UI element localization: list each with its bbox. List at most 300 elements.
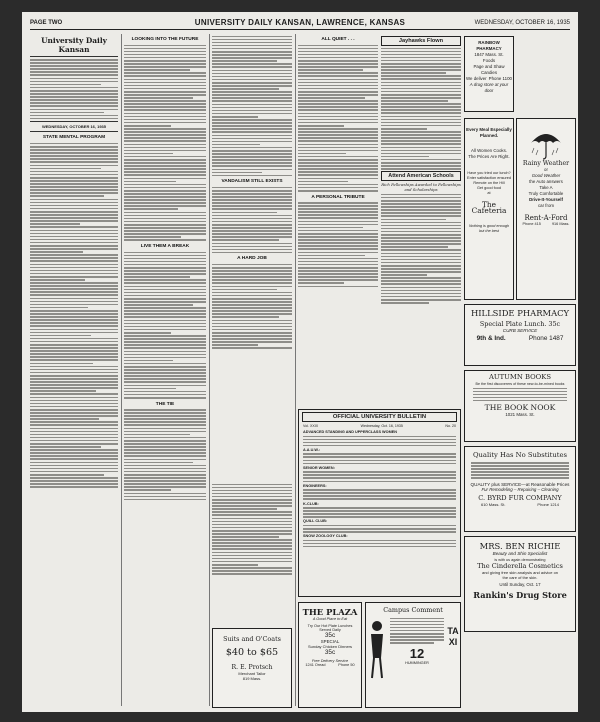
ad-line: Enter satisfaction ensured	[467, 175, 511, 180]
text-line	[212, 110, 292, 112]
text-line	[212, 267, 292, 269]
text-line	[298, 242, 378, 244]
text-line	[212, 567, 292, 569]
text-line	[30, 245, 118, 247]
text-line	[212, 63, 292, 65]
text-line	[212, 215, 292, 217]
text-line	[212, 564, 258, 566]
ad-line: QUALITY plus SERVICE—at Reasonable Prices	[470, 482, 570, 488]
text-line	[124, 94, 206, 96]
ad-rent-a-ford	[516, 118, 576, 300]
text-line	[212, 527, 292, 529]
text-line	[30, 183, 118, 185]
ad-line: 610 Mass. St.	[480, 502, 506, 508]
text-line	[30, 276, 118, 278]
ad-line: Nothing is good enough	[468, 224, 510, 229]
text-line	[381, 283, 461, 285]
text-line	[30, 335, 91, 337]
ad-line: Merchant Tailor	[238, 671, 266, 676]
ad-line: Beauty and Shin Specialist	[492, 551, 548, 556]
text-line	[30, 233, 118, 235]
text-line	[381, 66, 461, 68]
text-line	[124, 258, 206, 260]
text-line	[124, 332, 171, 334]
text-line	[30, 400, 118, 402]
text-line	[212, 169, 292, 171]
ad-line: Rent-A-Ford	[524, 214, 568, 222]
text-line	[124, 474, 206, 476]
article-body	[298, 45, 378, 192]
text-line	[212, 286, 292, 288]
text-line	[298, 258, 378, 260]
text-line	[124, 122, 206, 124]
text-line	[30, 387, 118, 389]
text-line	[124, 252, 206, 254]
text-line	[124, 116, 206, 118]
text-line	[124, 72, 206, 74]
text-line	[212, 230, 292, 232]
text-line	[212, 548, 292, 550]
text-line	[30, 381, 118, 383]
ad-line: All Women Cooks.	[470, 147, 508, 153]
text-line	[212, 279, 292, 281]
ad-line: Planned.	[479, 133, 499, 139]
ad-line: Quality Has No Substitutes	[472, 451, 568, 459]
text-line	[298, 119, 378, 121]
text-line	[212, 341, 292, 343]
ad-line: MRS. BEN RICHIE	[479, 541, 561, 551]
text-line	[30, 455, 118, 457]
text-line	[381, 150, 461, 152]
text-line	[30, 208, 118, 210]
text-line	[381, 153, 461, 155]
text-line	[381, 100, 448, 102]
text-line	[124, 273, 206, 275]
text-line	[30, 307, 88, 309]
text-line	[30, 301, 118, 303]
text-line	[30, 99, 118, 101]
text-line	[381, 246, 448, 248]
staff-box	[30, 59, 118, 119]
text-line	[124, 147, 206, 149]
text-line	[124, 79, 206, 81]
text-line	[124, 171, 206, 173]
headline-hard-job: A HARD JOB	[237, 256, 267, 262]
bulletin-text	[303, 489, 456, 500]
text-line	[381, 147, 461, 149]
text-line	[124, 307, 206, 309]
text-line	[30, 310, 118, 312]
text-line	[30, 149, 118, 151]
text-line	[124, 60, 206, 62]
text-line	[30, 486, 118, 488]
text-line	[124, 75, 206, 77]
text-line	[303, 531, 456, 533]
text-line	[124, 301, 206, 303]
ad-line: C. BYRD FUR COMPANY	[478, 494, 562, 503]
text-line	[30, 62, 118, 64]
text-line	[30, 161, 118, 163]
text-line	[212, 344, 258, 346]
text-line	[30, 180, 118, 182]
text-line	[381, 262, 461, 264]
text-line	[212, 73, 292, 75]
text-line	[124, 310, 206, 312]
editorial-title: University Daily Kansan	[41, 36, 107, 54]
text-line	[381, 253, 461, 255]
text-line	[298, 66, 378, 68]
text-line	[30, 369, 118, 371]
text-line	[298, 248, 378, 250]
text-line	[212, 249, 292, 251]
text-line	[381, 215, 461, 217]
ad-line: The Cafeteria	[471, 199, 507, 216]
text-line	[212, 79, 292, 81]
page-label: PAGE TWO	[30, 20, 63, 26]
ad-line: RAINBOW PHARMACY	[476, 40, 502, 51]
ad-line: Phone 1487	[528, 335, 564, 342]
text-line	[212, 487, 292, 489]
text-line	[124, 313, 206, 315]
text-line	[298, 100, 378, 102]
text-line	[124, 276, 190, 278]
text-line	[298, 134, 378, 136]
ad-body	[471, 462, 569, 479]
text-line	[390, 633, 444, 635]
text-line	[212, 202, 292, 204]
text-line	[303, 525, 456, 527]
text-line	[298, 236, 378, 238]
headline-tie: THE TIE	[155, 401, 175, 407]
text-line	[212, 196, 292, 198]
text-line	[124, 212, 206, 214]
text-line	[298, 245, 378, 247]
divider	[30, 56, 118, 57]
text-line	[30, 316, 118, 318]
text-line	[298, 116, 378, 118]
text-line	[298, 153, 346, 155]
text-line	[381, 143, 461, 145]
text-line	[30, 257, 118, 259]
article-body	[124, 252, 206, 399]
text-line	[303, 498, 456, 500]
text-line	[212, 187, 292, 189]
text-line	[124, 69, 190, 71]
text-line	[30, 248, 118, 250]
ad-line: HILLSIDE PHARMACY	[470, 308, 570, 318]
text-line	[298, 140, 378, 142]
text-line	[212, 518, 292, 520]
text-line	[212, 208, 292, 210]
text-line	[212, 545, 292, 547]
text-line	[471, 471, 569, 473]
text-line	[124, 88, 206, 90]
text-line	[124, 282, 206, 284]
text-line	[124, 106, 206, 108]
text-line	[381, 165, 461, 167]
text-line	[124, 424, 206, 426]
article-body	[212, 187, 292, 254]
text-line	[381, 60, 461, 62]
text-line	[124, 82, 206, 84]
text-line	[124, 233, 206, 235]
headline-vandalism: VANDALISM STILL EXISTS	[221, 179, 283, 185]
ad-line: car from	[537, 203, 555, 208]
text-line	[30, 372, 118, 374]
text-line	[381, 200, 461, 202]
text-line	[30, 298, 118, 300]
text-line	[298, 85, 378, 87]
text-line	[381, 159, 461, 161]
text-line	[30, 409, 118, 411]
text-line	[381, 72, 446, 74]
text-line	[303, 445, 456, 447]
text-line	[298, 184, 378, 186]
text-line	[124, 418, 206, 420]
ad-line: 916 Mass.	[551, 222, 570, 226]
text-line	[124, 193, 206, 195]
text-line	[473, 400, 567, 402]
text-line	[298, 214, 378, 216]
ad-line: Phone 1214	[537, 502, 559, 508]
text-line	[381, 162, 461, 164]
text-line	[30, 483, 118, 485]
ad-line: HUMMINGER	[405, 660, 429, 665]
text-line	[212, 233, 292, 235]
ad-line: Campus Comment	[383, 606, 443, 614]
text-line	[30, 171, 118, 173]
text-line	[303, 477, 456, 479]
text-line	[212, 104, 292, 106]
text-line	[381, 75, 461, 77]
text-line	[212, 193, 292, 195]
text-line	[390, 621, 444, 623]
text-line	[30, 350, 118, 352]
headline-future: LOOKING INTO THE FUTURE	[131, 37, 199, 42]
text-line	[298, 178, 378, 180]
text-line	[303, 510, 456, 512]
text-line	[124, 66, 206, 68]
text-line	[30, 329, 118, 331]
text-line	[298, 103, 378, 105]
text-line	[124, 292, 206, 294]
bulletin-text	[303, 453, 456, 464]
text-line	[124, 462, 193, 464]
text-line	[303, 507, 456, 509]
ad-line: Free Delivery Service	[311, 659, 349, 663]
text-line	[124, 326, 206, 328]
text-line	[212, 138, 292, 140]
text-line	[30, 223, 80, 225]
book-list	[473, 388, 567, 402]
text-line	[124, 304, 193, 306]
text-line	[30, 155, 118, 157]
text-line	[298, 147, 378, 149]
text-line	[124, 261, 206, 263]
text-line	[298, 165, 378, 167]
text-line	[298, 267, 378, 269]
text-line	[298, 270, 378, 272]
text-line	[30, 415, 118, 417]
text-line	[124, 239, 206, 241]
text-line	[30, 84, 101, 86]
text-line	[30, 254, 118, 256]
text-line	[381, 271, 461, 273]
ad-line: AUTUMN BOOKS	[489, 373, 551, 381]
text-line	[298, 48, 378, 50]
text-line	[124, 455, 206, 457]
ad-line: at	[487, 190, 491, 195]
text-line	[30, 378, 118, 380]
text-line	[381, 259, 461, 261]
text-line	[298, 54, 378, 56]
text-line	[298, 97, 365, 99]
ad-line: Sunday Chicken Dinners	[307, 644, 353, 649]
text-line	[124, 165, 206, 167]
umbrella-icon	[528, 125, 564, 161]
text-line	[124, 190, 206, 192]
text-line	[381, 209, 461, 211]
column-divider	[295, 34, 296, 706]
ad-line: The Prices Are Right.	[468, 154, 510, 160]
newspaper-page	[22, 12, 578, 712]
text-line	[30, 449, 118, 451]
bulletin-text	[303, 471, 456, 482]
text-line	[303, 481, 456, 483]
text-line	[30, 152, 118, 154]
text-line	[298, 224, 378, 226]
text-line	[30, 322, 118, 324]
text-line	[30, 282, 118, 284]
text-line	[124, 97, 193, 99]
text-line	[212, 270, 292, 272]
text-line	[30, 90, 118, 92]
editorial-date: WEDNESDAY, OCTOBER 16, 1935	[41, 124, 107, 130]
text-line	[212, 276, 292, 278]
text-line	[212, 282, 292, 284]
text-line	[298, 255, 365, 257]
text-line	[212, 530, 292, 532]
text-line	[30, 230, 118, 232]
text-line	[30, 428, 118, 430]
text-line	[124, 181, 176, 183]
text-line	[381, 63, 461, 65]
text-line	[30, 205, 118, 207]
text-line	[212, 91, 292, 93]
text-line	[303, 489, 456, 491]
text-line	[124, 440, 206, 442]
text-line	[30, 112, 104, 114]
text-line	[381, 231, 461, 233]
text-line	[124, 412, 206, 414]
text-line	[381, 228, 461, 230]
text-line	[212, 323, 292, 325]
text-line	[298, 159, 378, 161]
text-line	[212, 490, 292, 492]
text-line	[124, 496, 206, 498]
text-line	[124, 100, 206, 102]
text-line	[124, 434, 190, 436]
text-line	[212, 502, 292, 504]
text-line	[124, 452, 206, 454]
text-line	[298, 82, 378, 84]
ad-line: 12	[409, 645, 425, 661]
text-line	[124, 224, 206, 226]
text-line	[30, 217, 118, 219]
text-line	[124, 184, 206, 186]
text-line	[30, 260, 118, 262]
text-line	[212, 221, 292, 223]
text-line	[381, 97, 461, 99]
text-line	[212, 570, 292, 572]
official-bulletin	[298, 409, 461, 597]
text-line	[124, 128, 206, 130]
masthead	[30, 16, 570, 30]
text-line	[303, 453, 456, 455]
text-line	[30, 474, 104, 476]
text-line	[212, 45, 292, 47]
text-line	[390, 639, 444, 641]
text-line	[212, 295, 292, 297]
text-line	[212, 316, 279, 318]
text-line	[212, 246, 292, 248]
ad-line: or	[544, 167, 548, 172]
ad-body	[390, 618, 444, 644]
text-line	[124, 208, 178, 210]
text-line	[381, 125, 461, 127]
text-line	[30, 71, 118, 73]
text-line	[381, 265, 461, 267]
figure-icon	[366, 616, 388, 686]
text-line	[212, 508, 277, 510]
text-line	[381, 122, 461, 124]
text-line	[212, 505, 292, 507]
ad-pharmacy	[464, 36, 514, 112]
text-line	[212, 499, 292, 501]
bulletin-text	[303, 436, 456, 447]
text-line	[212, 264, 292, 266]
text-line	[212, 128, 292, 130]
text-line	[30, 96, 118, 98]
text-line	[124, 51, 206, 53]
text-line	[303, 516, 456, 518]
text-line	[124, 57, 206, 59]
ad-plaza	[298, 602, 362, 708]
ad-line: Special Plate Lunch. 35c	[479, 320, 561, 328]
text-line	[298, 202, 378, 204]
text-line	[381, 134, 461, 136]
text-line	[30, 384, 118, 386]
text-line	[381, 78, 461, 80]
text-line	[381, 103, 461, 105]
text-line	[298, 171, 378, 173]
text-line	[212, 100, 292, 102]
text-line	[124, 394, 206, 396]
text-line	[124, 119, 206, 121]
text-line	[298, 205, 378, 207]
text-line	[298, 150, 378, 152]
text-line	[124, 335, 206, 337]
text-line	[30, 211, 118, 213]
text-line	[381, 69, 461, 71]
paper-name: UNIVERSITY DAILY KANSAN, LAWRENCE, KANSAS	[194, 18, 406, 27]
text-line	[381, 203, 461, 205]
text-line	[30, 158, 118, 160]
text-line	[381, 91, 461, 93]
text-line	[124, 125, 171, 127]
text-line	[471, 477, 569, 479]
text-line	[30, 226, 118, 228]
